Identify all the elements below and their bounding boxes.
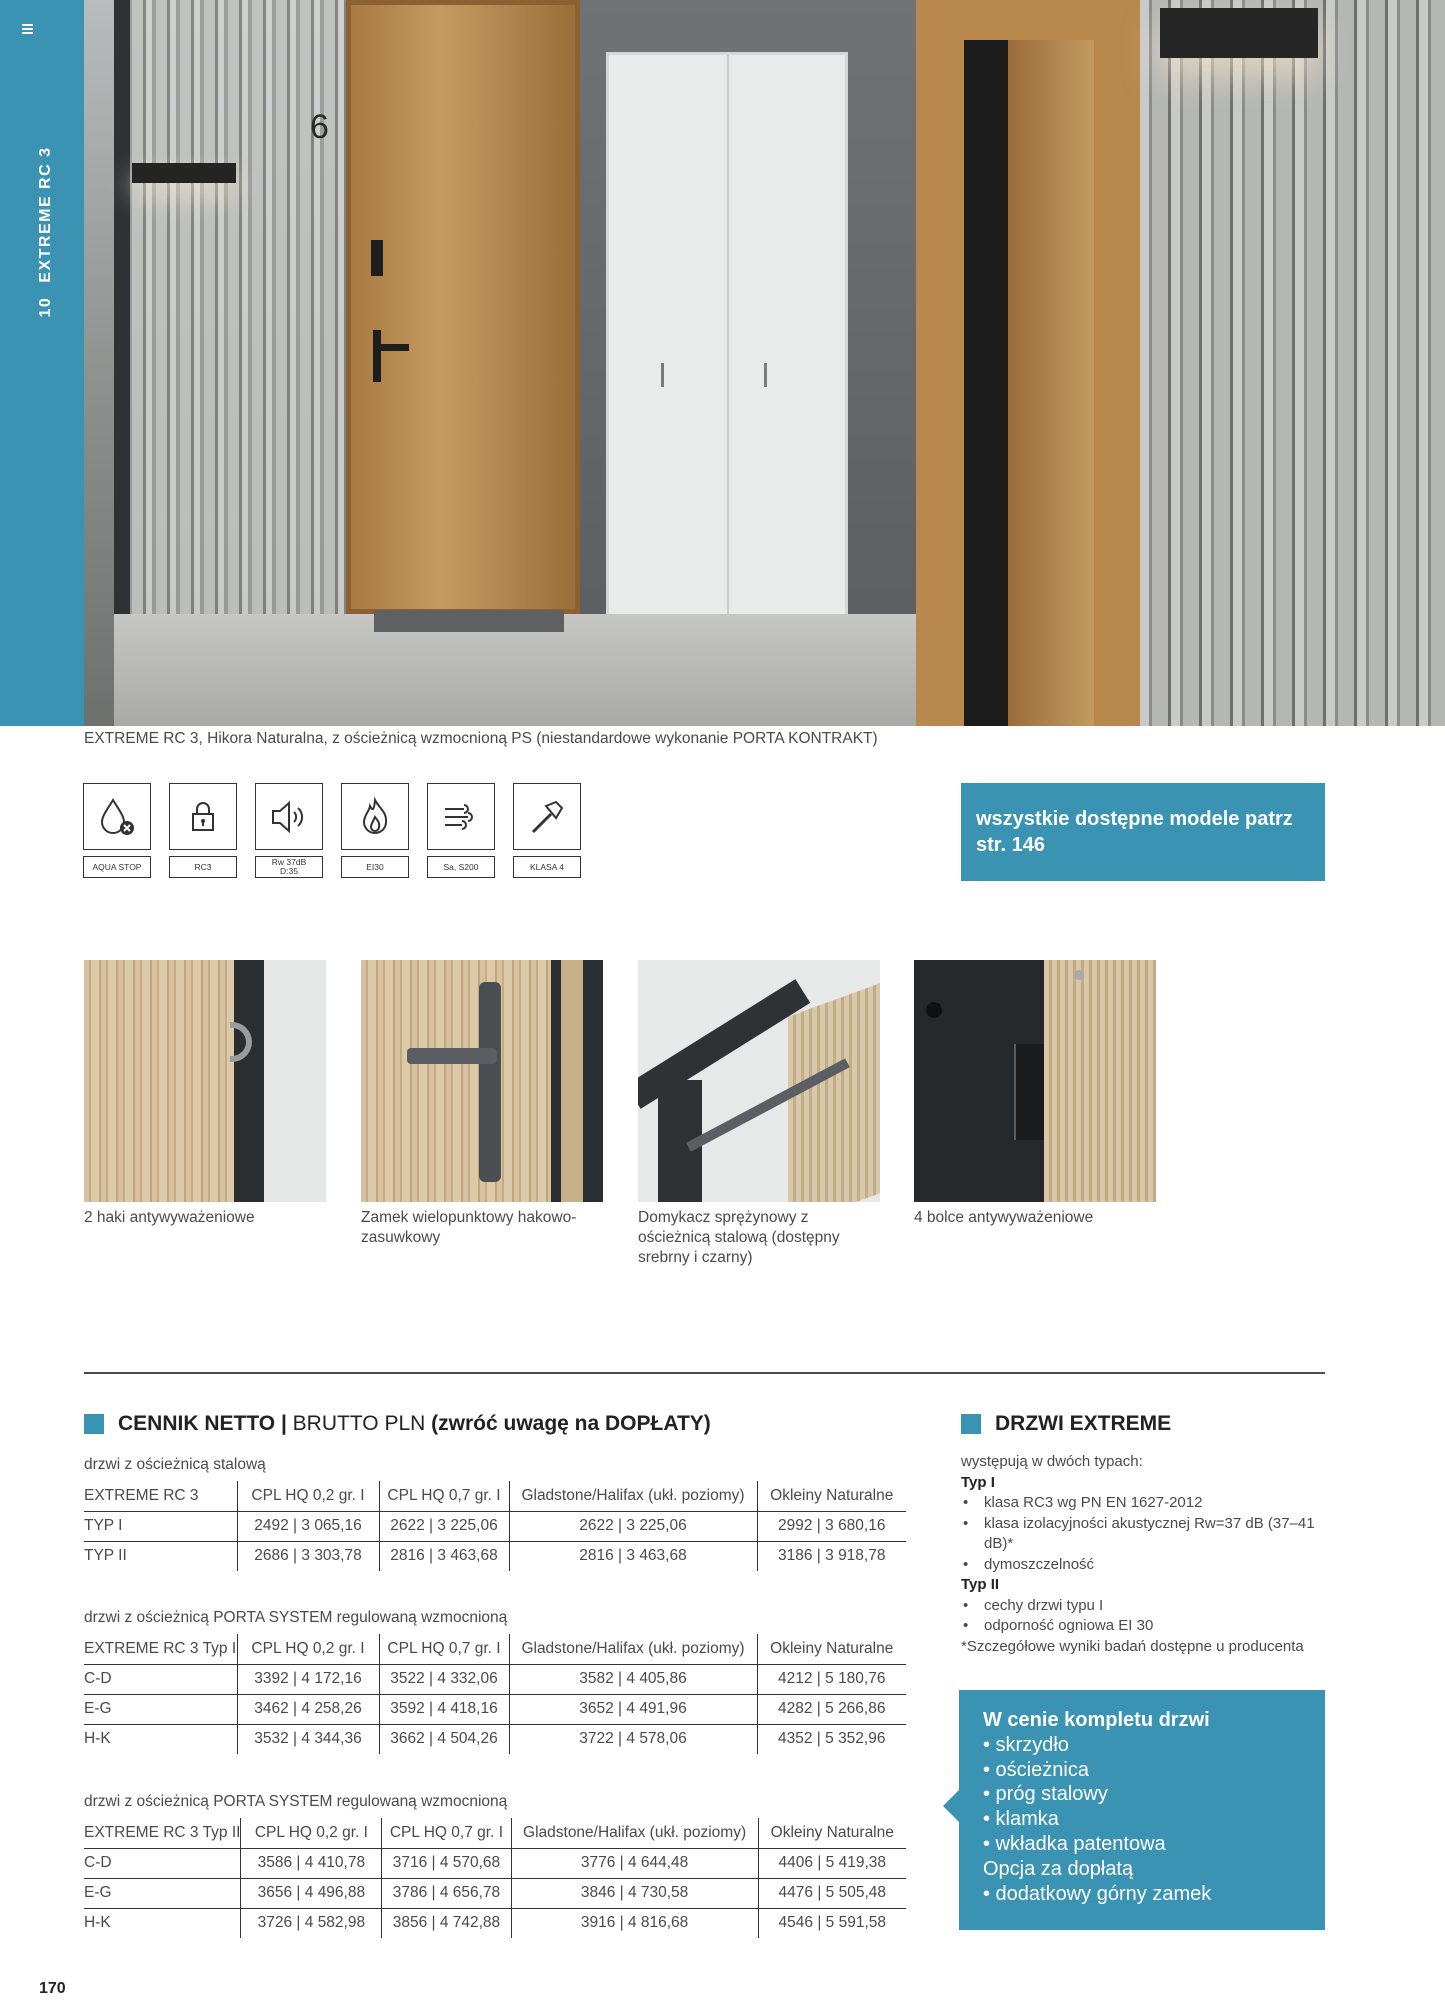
detail-anti-burglary-hooks bbox=[84, 960, 326, 1228]
side-tab-label bbox=[37, 146, 55, 317]
feature-label: Sa, S200 bbox=[427, 856, 495, 878]
table-header-cell: Okleiny Naturalne bbox=[757, 1634, 906, 1664]
feature-icons bbox=[83, 783, 603, 879]
smoke-wind-icon bbox=[440, 797, 482, 837]
table-cell: E-G bbox=[84, 1878, 241, 1908]
type2-heading: Typ II bbox=[961, 1576, 1000, 1593]
side-tab-number: 10 bbox=[37, 296, 54, 318]
list-item: • próg stalowy bbox=[983, 1783, 1108, 1806]
list-item: • dymoszczelność bbox=[961, 1555, 1341, 1576]
door-handle bbox=[373, 330, 381, 382]
table-cell: 3586 | 4 410,78 bbox=[241, 1848, 382, 1878]
side-tab-title: EXTREME RC 3 bbox=[37, 146, 54, 283]
all-models-link-box[interactable]: wszystkie dostępne modele patrz str. 146 bbox=[961, 783, 1325, 881]
table-cell: 3716 | 4 570,68 bbox=[382, 1848, 511, 1878]
feature-fire bbox=[341, 783, 409, 878]
price-table-label: drzwi z ościeżnicą PORTA SYSTEM regulowaną wzmocnioną bbox=[84, 1793, 508, 1810]
price-table-steel-frame bbox=[84, 1481, 906, 1571]
table-row bbox=[84, 1694, 906, 1724]
feature-class4 bbox=[513, 783, 581, 878]
hero-photo bbox=[84, 0, 1445, 726]
speaker-sound-icon bbox=[267, 797, 311, 837]
table-row bbox=[84, 1541, 906, 1571]
table-cell: E-G bbox=[84, 1694, 237, 1724]
table-header-row bbox=[84, 1634, 906, 1664]
flame-icon bbox=[355, 796, 395, 838]
type1-heading: Typ I bbox=[961, 1473, 995, 1491]
detail-caption: Zamek wielopunktowy hakowo-zasuwkowy bbox=[361, 1209, 577, 1246]
table-row bbox=[84, 1664, 906, 1694]
price-title-regular: BRUTTO PLN bbox=[286, 1412, 432, 1435]
detail-caption: Domykacz sprężynowy z ościeżnicą stalową (dostępny srebrny i czarny) bbox=[638, 1209, 840, 1266]
table-header-row bbox=[84, 1481, 906, 1511]
forest-mural-left bbox=[122, 0, 344, 614]
accent-square bbox=[84, 1414, 104, 1434]
table-header-row bbox=[84, 1818, 906, 1848]
padlock-icon bbox=[183, 797, 223, 837]
feature-label: AQUA STOP bbox=[83, 856, 151, 878]
hero-caption: EXTREME RC 3, Hikora Naturalna, z ościeżnicą wzmocnioną PS (niestandardowe wykonanie PORTA KONTRAKT) bbox=[84, 730, 878, 747]
table-header-cell: EXTREME RC 3 bbox=[84, 1481, 237, 1511]
detail-photo bbox=[361, 960, 603, 1202]
list-item: • klasa RC3 wg PN EN 1627-2012 bbox=[961, 1493, 1341, 1514]
wooden-door-open bbox=[964, 40, 1094, 726]
table-cell: 2816 | 3 463,68 bbox=[379, 1541, 509, 1571]
table-cell: 3722 | 4 578,06 bbox=[509, 1724, 757, 1754]
table-header-cell: Okleiny Naturalne bbox=[758, 1818, 906, 1848]
table-cell: C-D bbox=[84, 1664, 237, 1694]
table-cell: 3726 | 4 582,98 bbox=[241, 1908, 382, 1938]
feature-label: EI30 bbox=[341, 856, 409, 878]
table-header-cell: CPL HQ 0,2 gr. I bbox=[237, 1481, 379, 1511]
detail-photo bbox=[638, 960, 880, 1202]
type1-list bbox=[961, 1493, 1341, 1575]
table-cell: 3462 | 4 258,26 bbox=[237, 1694, 379, 1724]
table-cell: 3592 | 4 418,16 bbox=[379, 1694, 509, 1724]
table-header-cell: Gladstone/Halifax (ukł. poziomy) bbox=[509, 1481, 757, 1511]
table-cell: 2992 | 3 680,16 bbox=[757, 1511, 906, 1541]
detail-multipoint-lock bbox=[361, 960, 603, 1248]
price-section-title bbox=[84, 1412, 711, 1436]
type2-list bbox=[961, 1596, 1341, 1637]
table-cell: 3656 | 4 496,88 bbox=[241, 1878, 382, 1908]
table-cell: 3786 | 4 656,78 bbox=[382, 1878, 511, 1908]
feature-smoke bbox=[427, 783, 495, 878]
table-header-cell: Gladstone/Halifax (ukł. poziomy) bbox=[511, 1818, 758, 1848]
table-header-cell: CPL HQ 0,2 gr. I bbox=[241, 1818, 382, 1848]
table-cell: 3916 | 4 816,68 bbox=[511, 1908, 758, 1938]
table-cell: 2816 | 3 463,68 bbox=[509, 1541, 757, 1571]
table-cell: 4476 | 5 505,48 bbox=[758, 1878, 906, 1908]
wall-lamp bbox=[132, 163, 236, 183]
table-cell: TYP I bbox=[84, 1511, 237, 1541]
table-cell: 4352 | 5 352,96 bbox=[757, 1724, 906, 1754]
feature-rc3 bbox=[169, 783, 237, 878]
table-cell: H-K bbox=[84, 1730, 111, 1748]
table-row bbox=[84, 1878, 906, 1908]
price-title-bold: CENNIK NETTO | bbox=[118, 1412, 287, 1435]
detail-door-closer bbox=[638, 960, 880, 1268]
table-cell: 3652 | 4 491,96 bbox=[509, 1694, 757, 1724]
price-table-label: drzwi z ościeżnicą PORTA SYSTEM regulowaną wzmocnioną bbox=[84, 1609, 508, 1626]
detail-caption: 4 bolce antywyważeniowe bbox=[914, 1209, 1094, 1226]
feature-label: KLASA 4 bbox=[513, 856, 581, 878]
table-cell: 2622 | 3 225,06 bbox=[509, 1511, 757, 1541]
price-table-porta-system-type2 bbox=[84, 1818, 906, 1938]
table-cell: 3582 | 4 405,86 bbox=[509, 1664, 757, 1694]
detail-caption: 2 haki antywyważeniowe bbox=[84, 1209, 255, 1226]
kit-list bbox=[983, 1733, 1301, 1857]
table-cell: 3776 | 4 644,48 bbox=[511, 1848, 758, 1878]
extreme-title: DRZWI EXTREME bbox=[995, 1412, 1172, 1435]
table-row bbox=[84, 1908, 906, 1938]
table-cell: 2492 | 3 065,16 bbox=[237, 1511, 379, 1541]
wooden-door-closed bbox=[346, 0, 580, 614]
detail-photo bbox=[84, 960, 326, 1202]
section-side-tab bbox=[0, 0, 84, 726]
list-item: • skrzydło bbox=[983, 1733, 1069, 1756]
water-drop-cross-icon bbox=[95, 795, 139, 839]
kit-extra-list bbox=[983, 1882, 1301, 1907]
door-mat bbox=[374, 610, 564, 632]
table-cell: 4282 | 5 266,86 bbox=[757, 1694, 906, 1724]
table-row bbox=[84, 1511, 906, 1541]
extreme-intro: występują w dwóch typach: bbox=[961, 1453, 1143, 1470]
feature-label: RC3 bbox=[169, 856, 237, 878]
table-cell: 4212 | 5 180,76 bbox=[757, 1664, 906, 1694]
feature-aqua-stop bbox=[83, 783, 151, 878]
table-header-cell: EXTREME RC 3 Typ II bbox=[84, 1818, 241, 1848]
extreme-footnote: *Szczegółowe wyniki badań dostępne u producenta bbox=[961, 1637, 1304, 1655]
list-item: • cechy drzwi typu I bbox=[961, 1596, 1341, 1617]
door-number: 6 bbox=[310, 108, 329, 146]
page-number: 170 bbox=[39, 1980, 66, 1997]
table-cell: TYP II bbox=[84, 1547, 127, 1565]
kit-contents-box bbox=[959, 1690, 1325, 1930]
table-header-cell: Okleiny Naturalne bbox=[757, 1481, 906, 1511]
table-cell: 4406 | 5 419,38 bbox=[758, 1848, 906, 1878]
accent-square bbox=[961, 1414, 981, 1434]
table-header-cell: CPL HQ 0,7 gr. I bbox=[382, 1818, 511, 1848]
door-keypad bbox=[371, 240, 383, 276]
detail-photo bbox=[914, 960, 1156, 1202]
table-row bbox=[84, 1724, 906, 1754]
table-cell: 3522 | 4 332,06 bbox=[379, 1664, 509, 1694]
table-header-cell: Gladstone/Halifax (ukł. poziomy) bbox=[509, 1634, 757, 1664]
table-cell: 3662 | 4 504,26 bbox=[379, 1724, 509, 1754]
list-item: • klamka bbox=[983, 1808, 1059, 1831]
table-cell: 3846 | 4 730,58 bbox=[511, 1878, 758, 1908]
table-cell: C-D bbox=[84, 1848, 241, 1878]
table-cell: 3392 | 4 172,16 bbox=[237, 1664, 379, 1694]
list-item: • klasa izolacyjności akustycznej Rw=37 dB (37–41 dB)* bbox=[961, 1514, 1341, 1555]
list-item: • dodatkowy górny zamek bbox=[983, 1882, 1212, 1905]
extreme-section-title bbox=[961, 1412, 1171, 1436]
kit-title: W cenie kompletu drzwi bbox=[983, 1709, 1210, 1731]
section-divider bbox=[84, 1372, 1325, 1374]
detail-anti-burglary-bolts bbox=[914, 960, 1156, 1228]
table-row bbox=[84, 1848, 906, 1878]
table-cell: 3532 | 4 344,36 bbox=[237, 1724, 379, 1754]
list-item: • odporność ogniowa EI 30 bbox=[961, 1616, 1341, 1637]
table-header-cell: CPL HQ 0,2 gr. I bbox=[237, 1634, 379, 1664]
table-cell: 2686 | 3 303,78 bbox=[237, 1541, 379, 1571]
table-header-cell: CPL HQ 0,7 gr. I bbox=[379, 1481, 509, 1511]
price-table-porta-system-type1 bbox=[84, 1634, 906, 1754]
menu-lines-icon bbox=[22, 24, 33, 34]
table-cell: 3186 | 3 918,78 bbox=[757, 1541, 906, 1571]
table-header-cell: EXTREME RC 3 Typ I bbox=[84, 1634, 237, 1664]
feature-label: Rw 37dB D:35 bbox=[255, 856, 323, 878]
list-item: • ościeżnica bbox=[983, 1758, 1089, 1781]
table-header-cell: CPL HQ 0,7 gr. I bbox=[379, 1634, 509, 1664]
table-cell: 3856 | 4 742,88 bbox=[382, 1908, 511, 1938]
table-cell: 4546 | 5 591,58 bbox=[758, 1908, 906, 1938]
extreme-info bbox=[961, 1452, 1341, 1657]
white-cabinet bbox=[606, 52, 848, 642]
wall-lamp-right bbox=[1160, 8, 1318, 58]
hammer-icon bbox=[526, 796, 568, 838]
glass-frame bbox=[114, 0, 130, 640]
forest-mural-right bbox=[1140, 0, 1445, 726]
feature-acoustic bbox=[255, 783, 323, 878]
price-table-label: drzwi z ościeżnicą stalową bbox=[84, 1456, 266, 1473]
price-title-note: (zwróć uwagę na DOPŁATY) bbox=[431, 1412, 711, 1435]
list-item: • wkładka patentowa bbox=[983, 1832, 1166, 1855]
table-cell: 2622 | 3 225,06 bbox=[379, 1511, 509, 1541]
kit-extra-title: Opcja za dopłatą bbox=[983, 1857, 1134, 1880]
table-cell: H-K bbox=[84, 1914, 111, 1932]
